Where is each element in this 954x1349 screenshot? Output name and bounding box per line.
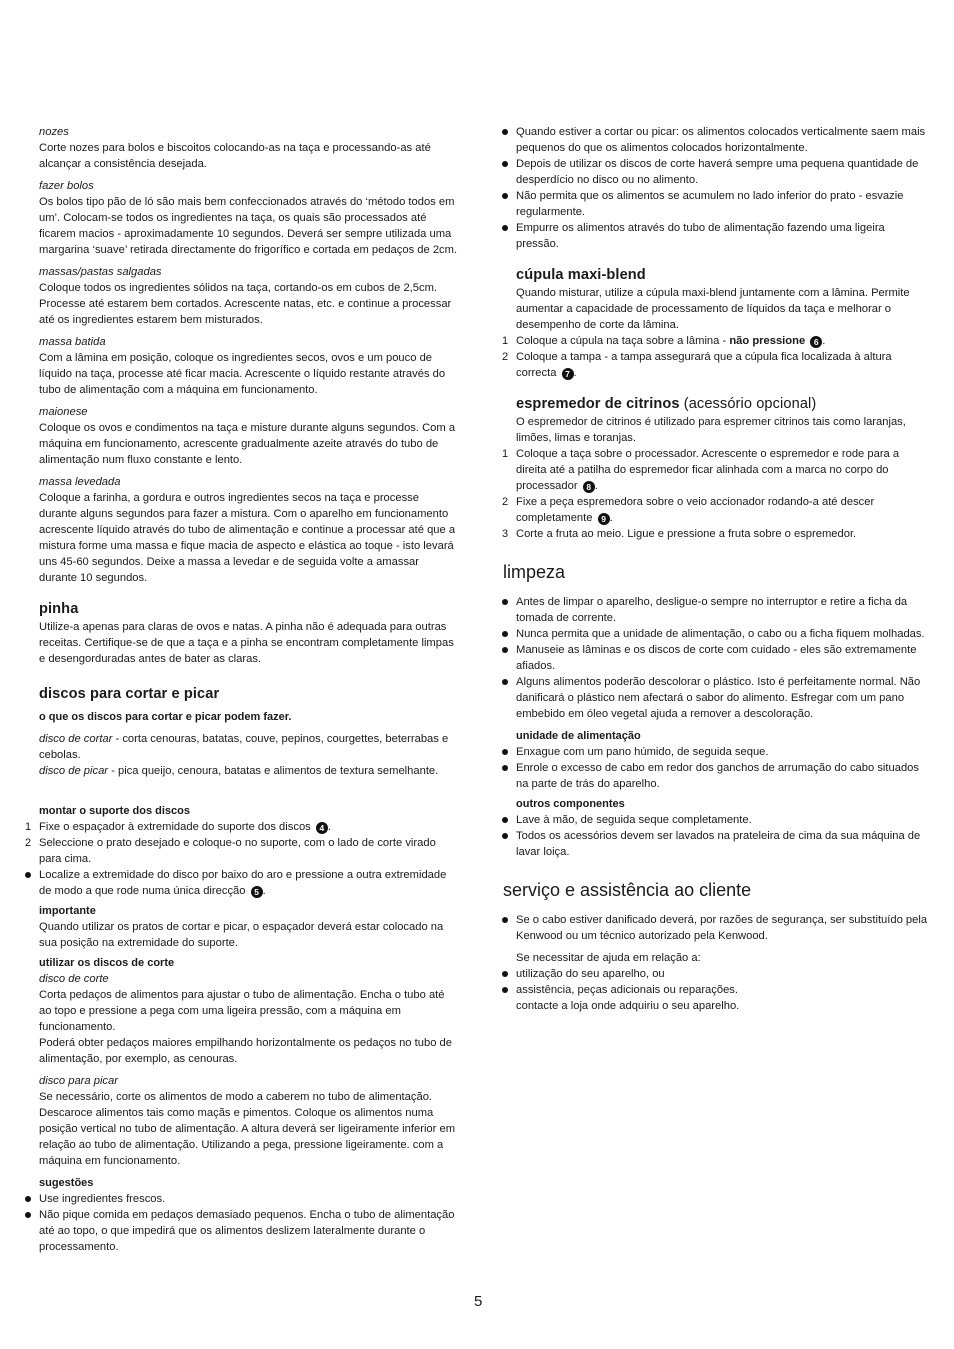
bolos-title: fazer bolos (39, 180, 94, 192)
step-number: 2 (502, 351, 509, 363)
step-number: 1 (502, 335, 509, 347)
cupula-text: Quando misturar, utilize a cúpula maxi-blend juntamente com a lâmina. Permite aumentar a capacidade de processamento de líquidos da taça e melhorar o desempenho de corte da lâmina. (516, 287, 910, 331)
cupula-step-1: 1 Coloque a cúpula na taça sobre a lâmina - não pressione 6 . (502, 335, 826, 347)
limpeza-heading: limpeza (503, 562, 566, 582)
espremedor-step-2: 2 Fixe a peça espremedora sobre o veio accionador rodando-a até descer completamente 9 . (502, 496, 875, 524)
importante-text: Quando utilizar os pratos de cortar e picar, o espaçador deverá estar colocado na sua posição na extremidade do suporte. (39, 921, 444, 949)
bullet-icon (502, 647, 508, 653)
bullet-icon (25, 872, 31, 878)
step-number: 2 (25, 837, 32, 849)
disco-cortar-desc: disco de cortar - corta cenouras, batatas, couve, pepinos, courgettes, beterrabas e cebolas. (39, 733, 449, 761)
unidade-list (516, 744, 928, 792)
list-item: Todos os acessórios devem ser lavados na prateleira de cima da sua máquina de lavar loiça. (516, 828, 928, 860)
espremedor-step-3: 3 Corte a fruta ao meio. Ligue e pressione a fruta sobre o espremedor. (502, 528, 857, 540)
list-item: Enxague com um pano húmido, de seguida seque. (516, 744, 928, 760)
list-item: Manuseie as lâminas e os discos de corte com cuidado - eles são extremamente afiados. (516, 642, 928, 674)
list-item: Se o cabo estiver danificado deverá, por razões de segurança, ser substituído pela Kenwood ou um técnico autorizado pela Kenwood. (516, 912, 928, 944)
utilizar-heading: utilizar os discos de corte (39, 957, 175, 969)
espremedor-text: O espremedor de citrinos é utilizado para espremer citrinos tais como laranjas, limões, limas e toranjas. (516, 416, 906, 444)
list-item: Lave à mão, de seguida seque completamente. (516, 812, 928, 828)
bullet-icon (25, 1212, 31, 1218)
figure-4-badge: 4 (316, 822, 328, 834)
disco-corte-title: disco de corte (39, 973, 109, 985)
help-list (516, 966, 928, 998)
levedada-title: massa levedada (39, 476, 121, 488)
bullet-icon (502, 765, 508, 771)
espremedor-step-1: 1 Coloque a taça sobre o processador. Acrescente o espremedor e rode para a direita até a patilha do espremedor ficar alinhada com a marca no corpo do processador 8 . (502, 448, 900, 492)
help-closing: contacte a loja onde adquiriu o seu aparelho. (516, 1000, 740, 1012)
list-item: Depois de utilizar os discos de corte haverá sempre uma pequena quantidade de desperdício no disco ou no alimento. (516, 156, 928, 188)
unidade-heading: unidade de alimentação (516, 730, 641, 742)
maionese-title: maionese (39, 406, 88, 418)
nozes-title: nozes (39, 126, 69, 138)
bullet-icon (502, 599, 508, 605)
bullet-icon (502, 631, 508, 637)
list-item: Não permita que os alimentos se acumulem no lado inferior do prato - esvazie regularmente. (516, 188, 928, 220)
step-number: 3 (502, 528, 509, 540)
levedada-text: Coloque a farinha, a gordura e outros ingredientes secos na taça e processe durante alguns segundos para fazer a mistura. Com o aparelho em funcionamento acrescente líquido através do tubo de alimentação e continue a processar até que a mistura forme uma massa e fique macia de aspecto e elástica ao toque - isto levará uns 45-60 segundos. Deixe a massa a levedar e de seguida volte a amassar durante 10 segundos. (39, 492, 456, 584)
bullet-icon (25, 1196, 31, 1202)
bullet-icon (502, 129, 508, 135)
massas-title: massas/pastas salgadas (39, 266, 162, 278)
bullet-icon (502, 971, 508, 977)
list-item: Quando estiver a cortar ou picar: os alimentos colocados verticalmente saem mais pequenos do que os alimentos colocados horizontalmente. (516, 124, 928, 156)
right-column (502, 124, 928, 1014)
list-item: Antes de limpar o aparelho, desligue-o sempre no interruptor e retire a ficha da tomada de corrente. (516, 594, 928, 626)
montar-step-1: 1 Fixe o espaçador à extremidade do suporte dos discos 4 . (25, 821, 331, 833)
nozes-text: Corte nozes para bolos e biscoitos colocando-as na taça e processando-as até alcançar a consistência desejada. (39, 142, 431, 170)
list-item: Use ingredientes frescos. (39, 1191, 459, 1207)
disco-cortar-term: disco de cortar (39, 733, 113, 745)
bullet-icon (502, 225, 508, 231)
cupula-step-2: 2 Coloque a tampa - a tampa assegurará que a cúpula fica localizada à altura correcta 7 . (502, 351, 892, 379)
list-item: assistência, peças adicionais ou reparações. (516, 982, 928, 998)
sugestoes-heading: sugestões (39, 1177, 94, 1189)
disco-picar-title: disco para picar (39, 1075, 118, 1087)
figure-9-badge: 9 (598, 513, 610, 525)
batida-text: Com a lâmina em posição, coloque os ingredientes secos, ovos e um pouco de líquido na taça, processe até ficar macia. Acrescente o líquido restante através do tubo de alimentação com a máquina em funcionamento. (39, 352, 446, 396)
pinha-heading: pinha (39, 601, 79, 617)
batida-title: massa batida (39, 336, 106, 348)
maionese-text: Coloque os ovos e condimentos na taça e misture durante alguns segundos. Com a máquina em funcionamento, acrescente gradualmente azeite através do tubo de alimentação num fluxo constante e lento. (39, 422, 456, 466)
list-item: Empurre os alimentos através do tubo de alimentação fazendo uma ligeira pressão. (516, 220, 928, 252)
list-item: utilização do seu aparelho, ou (516, 966, 928, 982)
montar-step-2: 2 Seleccione o prato desejado e coloque-o no suporte, com o lado de corte virado para cima. (25, 837, 436, 865)
page-number: 5 (474, 1293, 483, 1310)
montar-heading: montar o suporte dos discos (39, 805, 190, 817)
bullet-icon (502, 817, 508, 823)
list-item: Enrole o excesso de cabo em redor dos ganchos de arrumação do cabo situados na parte de trás do aparelho. (516, 760, 928, 792)
limpeza-list (516, 594, 928, 722)
bullet-icon (502, 679, 508, 685)
top-tips-list (516, 124, 928, 252)
bullet-icon (502, 987, 508, 993)
disco-picar-term: disco de picar (39, 765, 109, 777)
list-item: Não pique comida em pedaços demasiado pequenos. Encha o tubo de alimentação até ao topo, o que impedirá que os alimentos deslizem lateralmente durante o processamento. (39, 1207, 459, 1255)
left-column (25, 124, 459, 1255)
step-number: 1 (25, 821, 32, 833)
cupula-heading: cúpula maxi-blend (516, 267, 646, 283)
help-intro: Se necessitar de ajuda em relação a: (516, 952, 701, 964)
step-number: 1 (502, 448, 509, 460)
figure-7-badge: 7 (562, 368, 574, 380)
massas-text: Coloque todos os ingredientes sólidos na taça, cortando-os em cubos de 2,5cm. Processe até estarem bem cortados. Acrescente natas, etc. e continue a processar até os ingredientes estarem bem misturados. (39, 282, 452, 326)
bolos-text: Os bolos tipo pão de ló são mais bem confeccionados através do ‘método todos em um’. Colocam-se todos os ingredientes na taça, os quais são processados até ficarem macios - aproximadamente 10 segundos. Deverá ser sempre utilizada uma margarina ‘suave’ retirada directamente do frigorífico e cortada em pedaços de 2cm. (39, 196, 458, 256)
bullet-icon (502, 749, 508, 755)
discos-heading: discos para cortar e picar (39, 686, 220, 702)
sugestoes-list (39, 1191, 459, 1255)
disco-picar-desc: disco de picar - pica queijo, cenoura, batatas e alimentos de textura semelhante. (39, 765, 439, 777)
outros-heading: outros componentes (516, 798, 625, 810)
disco-picar-text: Se necessário, corte os alimentos de modo a caberem no tubo de alimentação. Descaroce alimentos tais como maçãs e pimentos. Coloque os alimentos numa posição vertical no tubo de alimentação. A altura deverá ser ligeiramente inferior em relação ao tubo de alimentação. Utilizando a pega, pressione ligeiramente. com a máquina em funcionamento. (39, 1091, 456, 1167)
list-item: Alguns alimentos poderão descolorar o plástico. Isto é perfeitamente normal. Não danificará o plástico nem afectará o sabor do alimento. Esfregar com um pano embebido em óleo vegetal ajuda a remover a descoloração. (516, 674, 928, 722)
bullet-icon (502, 161, 508, 167)
montar-step-bullet: Localize a extremidade do disco por baixo do aro e pressione a outra extremidade de modo a que rode numa única direcção 5 . (39, 867, 459, 899)
importante-heading: importante (39, 905, 96, 917)
discos-subheading: o que os discos para cortar e picar podem fazer. (39, 711, 292, 723)
pinha-text: Utilize-a apenas para claras de ovos e natas. A pinha não é adequada para outras receitas. Certifique-se de que a taça e a pinha se encontram completamente limpas e desengorduradas antes de bater as claras. (39, 621, 454, 665)
list-item: Nunca permita que a unidade de alimentação, o cabo ou a ficha fiquem molhadas. (516, 626, 928, 642)
figure-8-badge: 8 (583, 481, 595, 493)
disco-corte-text-2: Poderá obter pedaços maiores empilhando horizontalmente os pedaços no tubo de alimentação, por exemplo, as cenouras. (39, 1037, 452, 1065)
bullet-icon (502, 193, 508, 199)
disco-corte-text-1: Corta pedaços de alimentos para ajustar o tubo de alimentação. Encha o tubo até ao topo e pressione a pega com uma ligeira pressão, com a máquina em funcionamento. (39, 989, 445, 1033)
outros-list (516, 812, 928, 860)
step-number: 2 (502, 496, 509, 508)
bullet-icon (502, 917, 508, 923)
bullet-icon (502, 833, 508, 839)
figure-6-badge: 6 (810, 336, 822, 348)
figure-5-badge: 5 (251, 886, 263, 898)
espremedor-heading: espremedor de citrinos (acessório opcional) (516, 396, 817, 412)
servico-heading: serviço e assistência ao cliente (503, 880, 752, 900)
